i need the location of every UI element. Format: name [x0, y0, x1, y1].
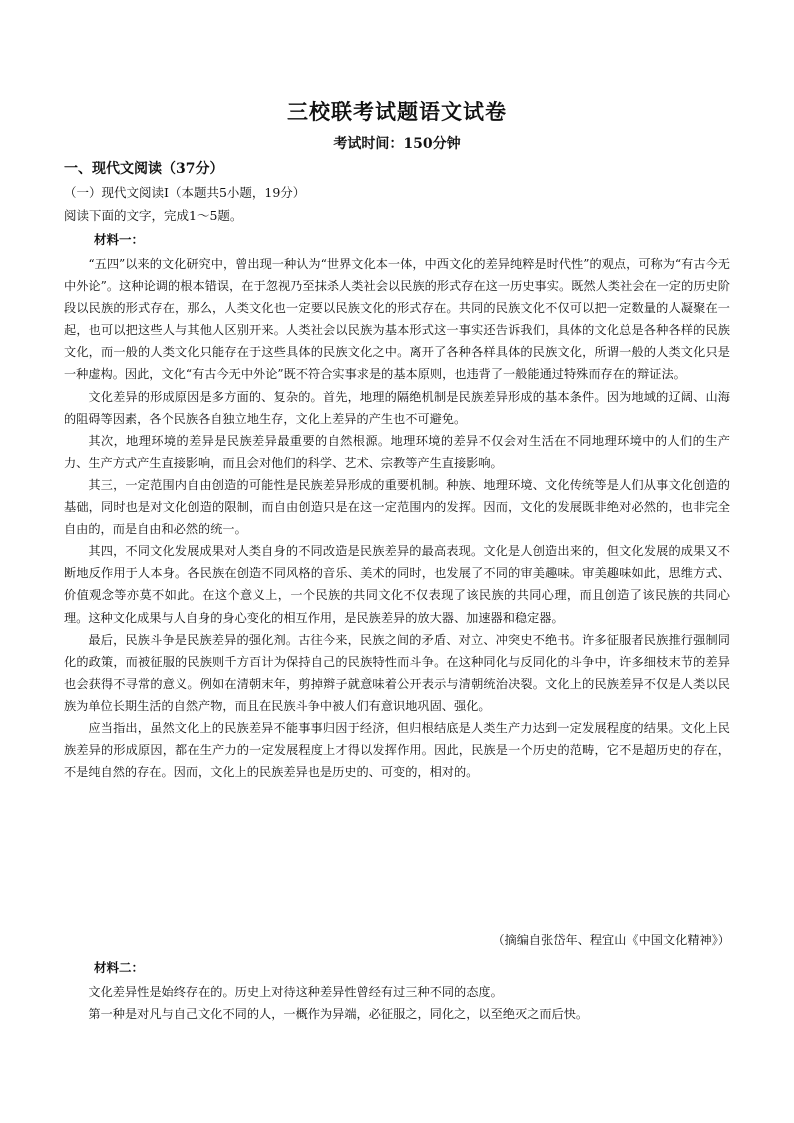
material-one-label: 材料一： [94, 232, 145, 247]
paragraph: 最后，民族斗争是民族差异的强化剂。古往今来，民族之间的矛盾、对立、冲突史不绝书。许多征服者民族推行强制同化的政策，而被征服的民族则千方百计为保持自己的民族特性而斗争。在这种同化与反同化的斗争中，许多细枝末节的差异也会获得不寻常的意义。例如在清朝末年，剪掉辫子就意味着公开表示与清朝统治决裂。文化上的民族差异不仅是人类以民族为单位长期生活的自然产物，而且在民族斗争中被人们有意识地巩固、强化。 [64, 632, 730, 713]
paragraph: “五四”以来的文化研究中，曾出现一种认为“世界文化本一体，中西文化的差异纯粹是时代性”的观点，可称为“有古今无中外论”。这种论调的根本错误，在于忽视乃至抹杀人类社会以民族的形式存在这一历史事实。既然人类社会在一定的历史阶段以民族的形式存在，那么，人类文化也一定要以民族文化的形式存在。共同的民族文化不仅可以把一定数量的人凝聚在一起，也可以把这些人与其他人区别开来。人类社会以民族为基本形式这一事实还告诉我们，具体的文化总是各种各样的民族文化，而一般的人类文化只能存在于这些具体的民族文化之中。离开了各种各样具体的民族文化，所谓一般的人类文化只是一种虚构。因此，文化“有古今无中外论”既不符合实事求是的基本原则，也违背了一般能通过特殊而存在的辩证法。 [64, 257, 730, 382]
source-citation: （摘编自张岱年、程宜山《中国文化精神》） [492, 933, 730, 947]
paragraph: 其次，地理环境的差异是民族差异最重要的自然根源。地理环境的差异不仅会对生活在不同地理环境中的人们的生产力、生产方式产生直接影响，而且会对他们的科学、艺术、宗教等产生直接影响。 [64, 433, 730, 470]
exam-time: 考试时间：150分钟 [333, 136, 461, 152]
section-heading: 一、现代文阅读（37分） [64, 161, 224, 177]
paragraph: 其四，不同文化发展成果对人类自身的不同改造是民族差异的最高表现。文化是人创造出来的，但文化发展的成果又不断地反作用于人本身。各民族在创造不同风格的音乐、美术的同时，也发展了不同的审美趣味。审美趣味如此，思维方式、价值观念等亦莫不如此。在这个意义上，一个民族的共同文化不仅表现了该民族的共同心理，而且创造了该民族的共同心理。这种文化成果与人自身的身心变化的相互作用，是民族差异的放大器、加速器和稳定器。 [64, 544, 730, 625]
paragraph: 文化差异的形成原因是多方面的、复杂的。首先，地理的隔绝机制是民族差异形成的基本条件。因为地域的辽阔、山海的阻碍等因素，各个民族各自独立地生存，文化上差异的产生也不可避免。 [64, 389, 730, 426]
reading-instruction: 阅读下面的文字，完成1～5题。 [64, 208, 243, 223]
material-two-label: 材料二： [94, 960, 145, 975]
exam-title: 三校联考试题语文试卷 [287, 99, 507, 124]
material-two-body [64, 981, 730, 1025]
material-one-body [64, 253, 730, 783]
paragraph: 其三，一定范围内自由创造的可能性是民族差异形成的重要机制。种族、地理环境、文化传统等是人们从事文化创造的基础，同时也是对文化创造的限制，而自由创造只是在这一定范围内的发挥。因而，文化的发展既非绝对必然的，也非完全自由的，而是自由和必然的统一。 [64, 477, 730, 537]
sub-heading: （一）现代文阅读Ⅰ（本题共5小题，19分） [64, 185, 306, 200]
paragraph: 第一种是对凡与自己文化不同的人，一概作为异端，必征服之，同化之，以至绝灭之而后快。 [88, 1007, 589, 1022]
paragraph: 应当指出，虽然文化上的民族差异不能事事归因于经济，但归根结底是人类生产力达到一定发展程度的结果。文化上民族差异的形成原因，都在生产力的一定发展程度上才得以发挥作用。因此，民族是一个历史的范畴，它不是超历史的存在，不是纯自然的存在。因而，文化上的民族差异也是历史的、可变的，相对的。 [64, 720, 730, 780]
paragraph: 文化差异性是始终存在的。历史上对待这种差异性曾经有过三种不同的态度。 [88, 985, 503, 999]
